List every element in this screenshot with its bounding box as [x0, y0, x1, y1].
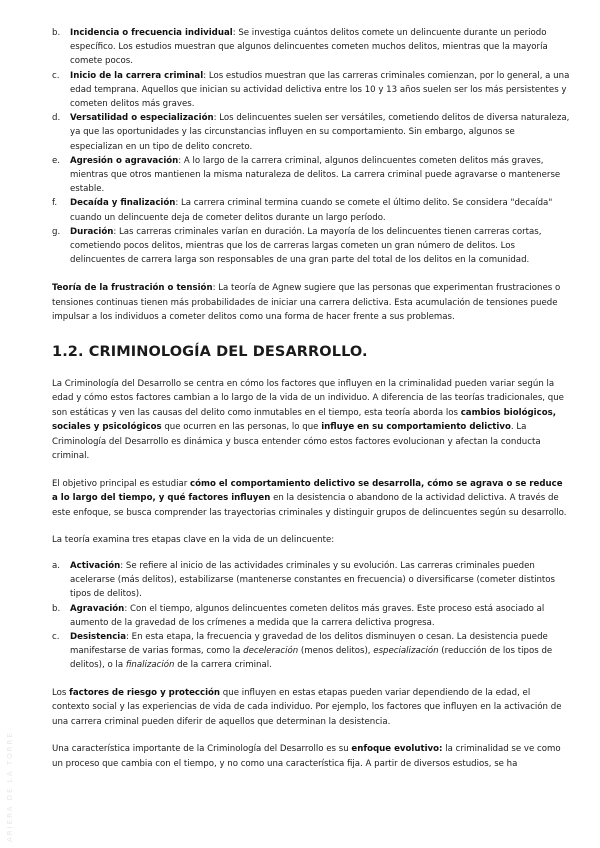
- list-marker: d.: [52, 113, 61, 124]
- paragraph-term: Teoría de la frustración o tensión: [52, 283, 213, 294]
- list-item: d. Versatilidad o especialización: Los delincuentes suelen ser versátiles, cometiendo delitos de diversa naturaleza, ya que las oportunidades y las circunstancias influyen en su comportamiento. Sin embargo, algunos se especializan en un tipo de delito concreto.: [52, 111, 570, 154]
- list-item: f. Decaída y finalización: La carrera criminal termina cuando se comete el último delito. Se considera "decaída" cuando un delincuente deja de cometer delitos durante un largo período.: [52, 196, 570, 224]
- list-marker: e.: [52, 155, 61, 166]
- list-item: c. Inicio de la carrera criminal: Los estudios muestran que las carreras criminales comienzan, por lo general, a una edad temprana. Aquellos que inician su actividad delictiva entre los 10 y 13 años suelen ser los más persistentes y cometen delitos más graves.: [52, 69, 570, 112]
- list-marker: g.: [52, 226, 61, 237]
- list-item-title: Incidencia o frecuencia individual: [70, 28, 233, 38]
- list-marker: b.: [52, 28, 61, 38]
- list-item-title: Inicio de la carrera criminal: [70, 70, 204, 81]
- list-item: a. Activación: Se refiere al inicio de las actividades criminales y su evolución. Las carreras criminales pueden acelerarse (más delitos), estabilizarse (mantenerse constantes en frecuencia) o diversificarse (cometer distintos tipos de delitos).: [52, 559, 570, 602]
- list-marker: f.: [52, 198, 58, 209]
- section-heading: 1.2. CRIMINOLOGÍA DEL DESARROLLO.: [52, 343, 368, 360]
- document-page: [52, 26, 570, 771]
- list-item: c. Desistencia: En esta etapa, la frecuencia y gravedad de los delitos disminuyen o cesan. La desistencia puede manifestarse de varias formas, como la deceleración (menos delitos), especialización (reducción de los tipos de delitos), o la finalización de la carrera criminal.: [52, 630, 570, 673]
- list-item-title: Decaída y finalización: [70, 198, 176, 209]
- list-marker: c.: [52, 70, 60, 81]
- list-marker: b.: [52, 603, 61, 614]
- criminal-career-list: [52, 26, 570, 267]
- list-item-title: Agravación: [70, 603, 125, 614]
- stages-list: [52, 559, 570, 673]
- list-marker: c.: [52, 631, 60, 642]
- list-item: b. Agravación: Con el tiempo, algunos delincuentes cometen delitos más graves. Este proceso está asociado al aumento de la gravedad de los crímenes a medida que la carrera delictiva progresa.: [52, 602, 570, 630]
- list-marker: a.: [52, 560, 60, 571]
- paragraph: La teoría examina tres etapas clave en la vida de un delincuente:: [52, 535, 335, 546]
- list-item: b. Incidencia o frecuencia individual: Se investiga cuántos delitos comete un delincuente durante un periodo específico. Los estudios muestran que algunos delincuentes cometen muchos delitos, mientras que la mayoría comete pocos.: [52, 26, 570, 69]
- list-item: g. Duración: Las carreras criminales varían en duración. La mayoría de los delincuentes tienen carreras cortas, cometiendo pocos delitos, mientras que los de carreras largas cometen un gran número de delitos. Los delincuentes de carrera larga son responsables de una gran parte del total de los delitos en la comunidad.: [52, 225, 570, 268]
- list-item-title: Agresión o agravación: [70, 155, 179, 166]
- list-item: e. Agresión o agravación: A lo largo de la carrera criminal, algunos delincuentes cometen delitos más graves, mientras que otros mantienen la misma naturaleza de delitos. La carrera criminal puede agravarse o mantenerse estable.: [52, 154, 570, 197]
- list-item-title: Versatilidad o especialización: [70, 113, 214, 124]
- paragraph: La Criminología del Desarrollo se centra en cómo los factores que influyen en la criminalidad pueden variar según la edad y cómo estos factores cambian a lo largo de la vida de un individuo. A diferencia de las teorías tradicionales, que son estáticas y ven las causas del delito como inmutables en el tiempo, esta teoría aborda los cambios biológicos, sociales y psicológicos que ocurren en las personas, lo que influye en su comportamiento delictivo. La Criminología del Desarrollo es dinámica y busca entender cómo estos factores evolucionan y afectan la conducta criminal.: [52, 378, 564, 462]
- list-item-title: Activación: [70, 560, 121, 571]
- list-item-title: Desistencia: [70, 631, 127, 642]
- paragraph: Los factores de riesgo y protección que influyen en estas etapas pueden variar dependiendo de la edad, el contexto social y las experiencias de vida de cada individuo. Por ejemplo, los factores que influyen en la activación de una carrera criminal pueden diferir de aquellos que determinan la desistencia.: [52, 687, 562, 727]
- list-item-title: Duración: [70, 226, 114, 237]
- frustration-theory-paragraph: Teoría de la frustración o tensión: La teoría de Agnew sugiere que las personas que experimentan frustraciones o tensiones continuas tienen más probabilidades de iniciar una carrera delictiva. Esta acumulación de tensiones puede impulsar a los individuos a cometer delitos como una forma de hacer frente a sus problemas.: [52, 283, 561, 323]
- watermark: ARIERA DE LA TORRE: [6, 731, 14, 842]
- paragraph: Una característica importante de la Criminología del Desarrollo es su enfoque evolutivo: la criminalidad se ve como un proceso que cambia con el tiempo, y no como una característica fija. A partir de diversos estudios, se ha: [52, 744, 561, 769]
- paragraph: El objetivo principal es estudiar cómo el comportamiento delictivo se desarrolla, cómo se agrava o se reduce a lo largo del tiempo, y qué factores influyen en la desistencia o abandono de la actividad delictiva. A través de este enfoque, se busca comprender las trayectorias criminales y distinguir grupos de delincuentes según su desarrollo.: [52, 478, 567, 518]
